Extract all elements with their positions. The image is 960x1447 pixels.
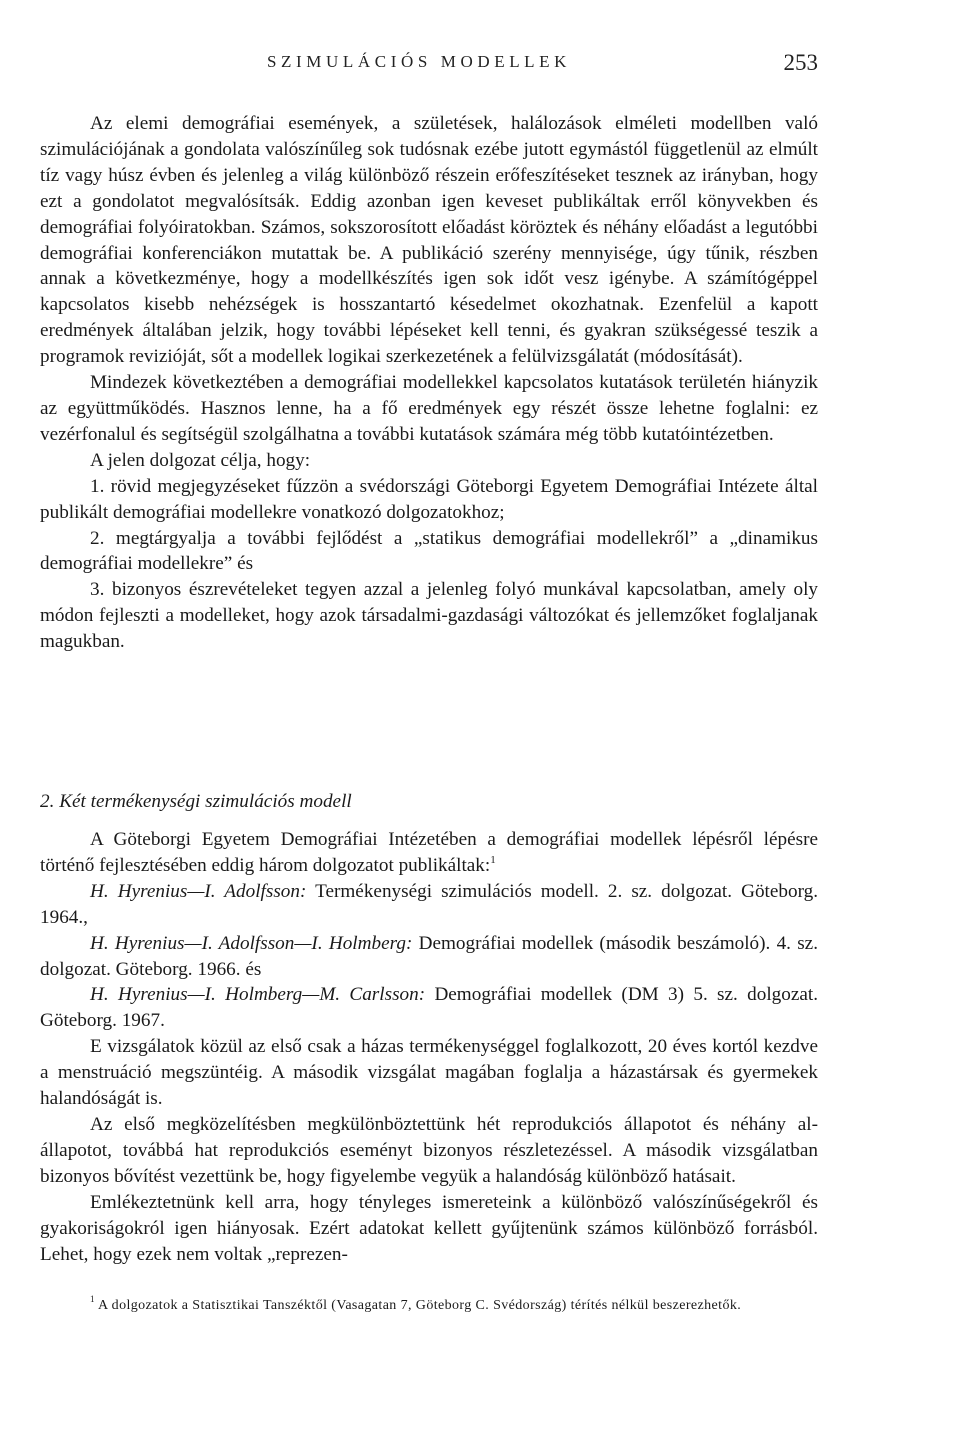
paragraph: Mindezek következtében a demográfiai modellekkel kapcsolatos kutatások területén hiányzik az együttműködés. Hasznos lenne, ha a fő eredmények egy részét össze lehetne foglalni: ez vezérfonalul és segítségül szolgálhatna a további kutatások számára még több kutatóintézetben.: [40, 372, 818, 445]
footnote-reference: 1: [490, 853, 496, 866]
reference-text: Demográfiai modellek (második beszámoló). 4. sz. dolgozat. Göteborg. 1966. és: [40, 932, 818, 980]
reference-text: Demográfiai modellek (DM 3) 5. sz. dolgozat. Göteborg. 1967.: [40, 984, 819, 1032]
paragraph: Az első megközelítésben megkülönböztettünk hét reprodukciós állapotot és néhány al-állapotot, továbbá hat reprodukciós eseményt bizonyos részletezéssel. A második vizsgálatban bizonyos bővítést vezettünk be, hogy figyelembe vegyük a halandóság különböző hatásait.: [40, 1113, 818, 1187]
running-head: [40, 52, 818, 80]
paragraph: Az elemi demográfiai események, a születések, halálozások elméleti modellben való szimulációjának a gondolata valószínűleg sok tudósnak ezébe jutott egymástól függetlenül az elmúlt tíz vagy húsz évben és jelenleg a világ különböző részein erőfeszítéseket tesznek az irányban, hogy ezt a gondolatot megvalósítsák. Eddig azonban igen keveset publikáltak erről könyvekben és demográfiai folyóiratokban. Számos, sokszorosított előadást köröztek és néhány előadást a legutóbbi demográfiai konferenciákon mutattak be. A publikáció szerény mennyisége, úgy tűnik, részben annak a következménye, hogy a modellkészítés igen sok időt vesz igénybe. A számítógéppel kapcsolatos kisebb nehézségek is hosszantartó késedelmet okozhatnak. Ezenfelül a kapott eredmények általában jelzik, hogy további lépéseket kell tenni, és gyakran szükségessé teszik a programok revizióját, sőt a modellek logikai szerkezetének a felülvizsgálatát (módosítását).: [40, 113, 818, 368]
reference-text: Termékenységi szimulációs modell. 2. sz. dolgozat. Göteborg. 1964.,: [40, 880, 819, 928]
paragraph: E vizsgálatok közül az első csak a házas termékenységgel foglalkozott, 20 éves kortól kezdve a menstruáció megszüntéig. A második vizsgálat magában foglalja a házastársak és gyermekek halandóságát is.: [40, 1036, 818, 1110]
section-body: [40, 827, 818, 1267]
intro-text: [40, 111, 818, 655]
document-page: [40, 0, 818, 1447]
list-item: 3. bizonyos észrevételeket tegyen azzal a jelenleg folyó munkával kapcsolatban, amely oly módon fejleszti a modelleket, hogy azok társadalmi-gazdasági változókat és jellemzőket foglaljanak magukban.: [40, 579, 818, 653]
list-item: 2. megtárgyalja a további fejlődést a „statikus demográfiai modellekről” a „dinamikus demográfiai modellekre” és: [40, 527, 818, 575]
section-heading: 2. Két termékenységi szimulációs modell: [40, 791, 352, 812]
reference-entry: [40, 931, 818, 983]
running-title: SZIMULÁCIÓS MODELLEK: [267, 52, 572, 71]
page-number: 253: [783, 50, 818, 75]
footnote-mark: 1: [90, 1294, 95, 1305]
reference-authors: H. Hyrenius—I. Holmberg—M. Carlsson:: [90, 984, 426, 1006]
reference-entry: [40, 982, 818, 1034]
reference-entry: [40, 879, 818, 931]
list-item: 1. rövid megjegyzéseket fűzzön a svédországi Göteborgi Egyetem Demográfiai Intézete által publikált demográfiai modellekre vonatkozó dolgozatokhoz;: [40, 475, 818, 523]
section-lead-text: A Göteborgi Egyetem Demográfiai Intézetében a demográfiai modellek lépésről lépésre történő fejlesztésében eddig három dolgozatot publikáltak:: [40, 829, 818, 876]
section-lead-paragraph: [40, 827, 818, 879]
footnote: [40, 1296, 818, 1315]
footnote-text: A dolgozatok a Statisztikai Tanszéktől (Vasagatan 7, Göteborg C. Svédország) térítés nélkül beszerezhetők.: [94, 1298, 742, 1313]
reference-authors: H. Hyrenius—I. Adolfsson:: [90, 880, 307, 902]
paragraph: Emlékeztetnünk kell arra, hogy tényleges ismereteink a különböző valószínűségekről és gyakoriságokról igen hiányosak. Ezért adatokat kellett gyűjtenünk számos különböző forrásból. Lehet, hogy ezek nem voltak „reprezen-: [40, 1191, 818, 1265]
paragraph: A jelen dolgozat célja, hogy:: [90, 449, 311, 471]
reference-authors: H. Hyrenius—I. Adolfsson—I. Holmberg:: [90, 932, 413, 954]
